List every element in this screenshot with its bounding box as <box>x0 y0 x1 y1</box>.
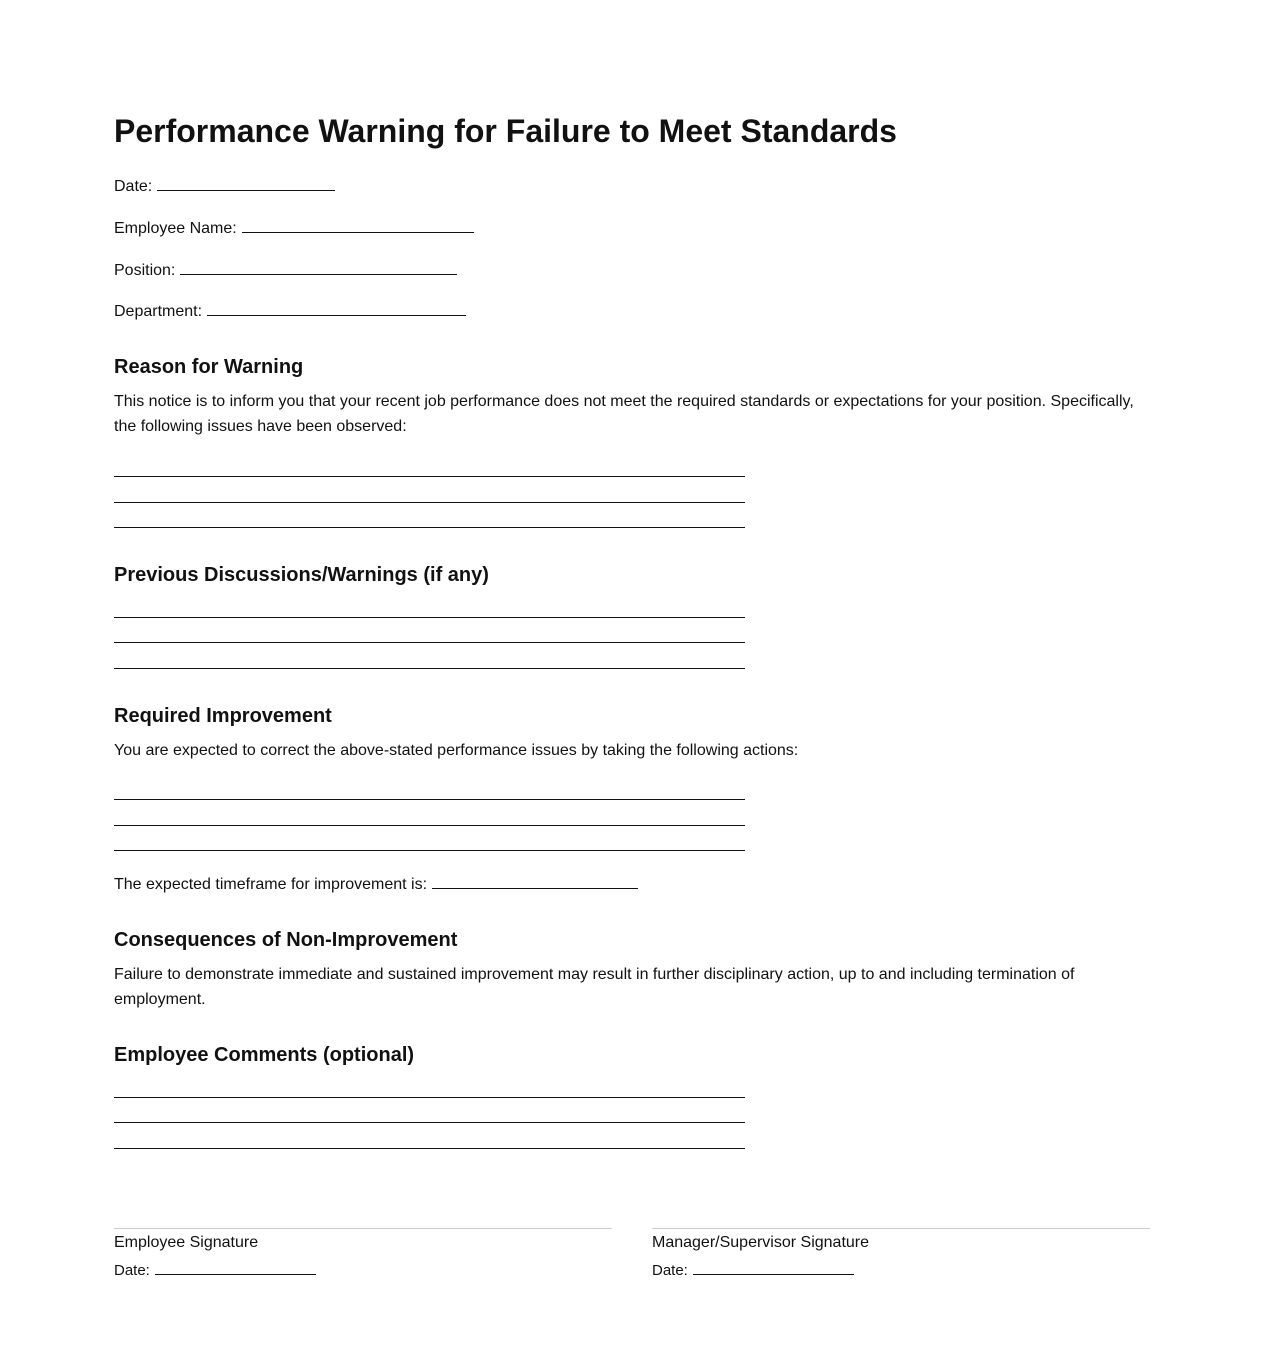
employee-name-blank[interactable] <box>242 218 474 233</box>
previous-heading: Previous Discussions/Warnings (if any) <box>114 564 489 586</box>
reason-text: This notice is to inform you that your recent job performance does not meet the required standards or expectations for your position. Specifically, the following issues have been observed: <box>114 393 1134 435</box>
manager-signature-line[interactable] <box>652 1228 1150 1229</box>
consequences-text: Failure to demonstrate immediate and sustained improvement may result in further disciplinary action, up to and including termination of employment. <box>114 966 1075 1008</box>
previous-line[interactable] <box>114 668 745 669</box>
comments-heading: Employee Comments (optional) <box>114 1044 415 1066</box>
department-label: Department: <box>114 303 203 320</box>
comments-line[interactable] <box>114 1097 745 1098</box>
employee-name-field <box>114 218 474 239</box>
date-label: Date: <box>114 178 153 195</box>
previous-line[interactable] <box>114 617 745 618</box>
reason-line[interactable] <box>114 476 745 477</box>
improvement-text: You are expected to correct the above-stated performance issues by taking the following actions: <box>114 742 799 759</box>
employee-name-label: Employee Name: <box>114 220 237 237</box>
timeframe-field <box>114 874 638 895</box>
date-blank[interactable] <box>157 176 335 191</box>
reason-heading: Reason for Warning <box>114 356 304 378</box>
reason-line[interactable] <box>114 502 745 503</box>
employee-date-blank[interactable] <box>155 1260 316 1275</box>
improvement-line[interactable] <box>114 825 745 826</box>
position-field <box>114 260 457 281</box>
previous-line[interactable] <box>114 642 745 643</box>
timeframe-blank[interactable] <box>432 874 638 889</box>
improvement-heading: Required Improvement <box>114 705 332 727</box>
manager-signature-block <box>652 1228 1150 1281</box>
consequences-heading: Consequences of Non-Improvement <box>114 929 458 951</box>
position-blank[interactable] <box>180 260 457 275</box>
reason-line[interactable] <box>114 527 745 528</box>
date-field <box>114 176 335 197</box>
improvement-line[interactable] <box>114 850 745 851</box>
improvement-line[interactable] <box>114 799 745 800</box>
manager-date-blank[interactable] <box>693 1260 854 1275</box>
timeframe-label: The expected timeframe for improvement is: <box>114 876 428 893</box>
employee-signature-block <box>114 1228 612 1281</box>
department-field <box>114 301 466 322</box>
comments-line[interactable] <box>114 1122 745 1123</box>
employee-signature-line[interactable] <box>114 1228 612 1229</box>
position-label: Position: <box>114 262 176 279</box>
employee-date-label: Date: <box>114 1262 150 1279</box>
comments-line[interactable] <box>114 1148 745 1149</box>
employee-signature-label: Employee Signature <box>114 1234 259 1251</box>
page-title: Performance Warning for Failure to Meet Standards <box>114 113 897 149</box>
manager-date-label: Date: <box>652 1262 688 1279</box>
manager-signature-label: Manager/Supervisor Signature <box>652 1234 870 1251</box>
department-blank[interactable] <box>207 301 466 316</box>
